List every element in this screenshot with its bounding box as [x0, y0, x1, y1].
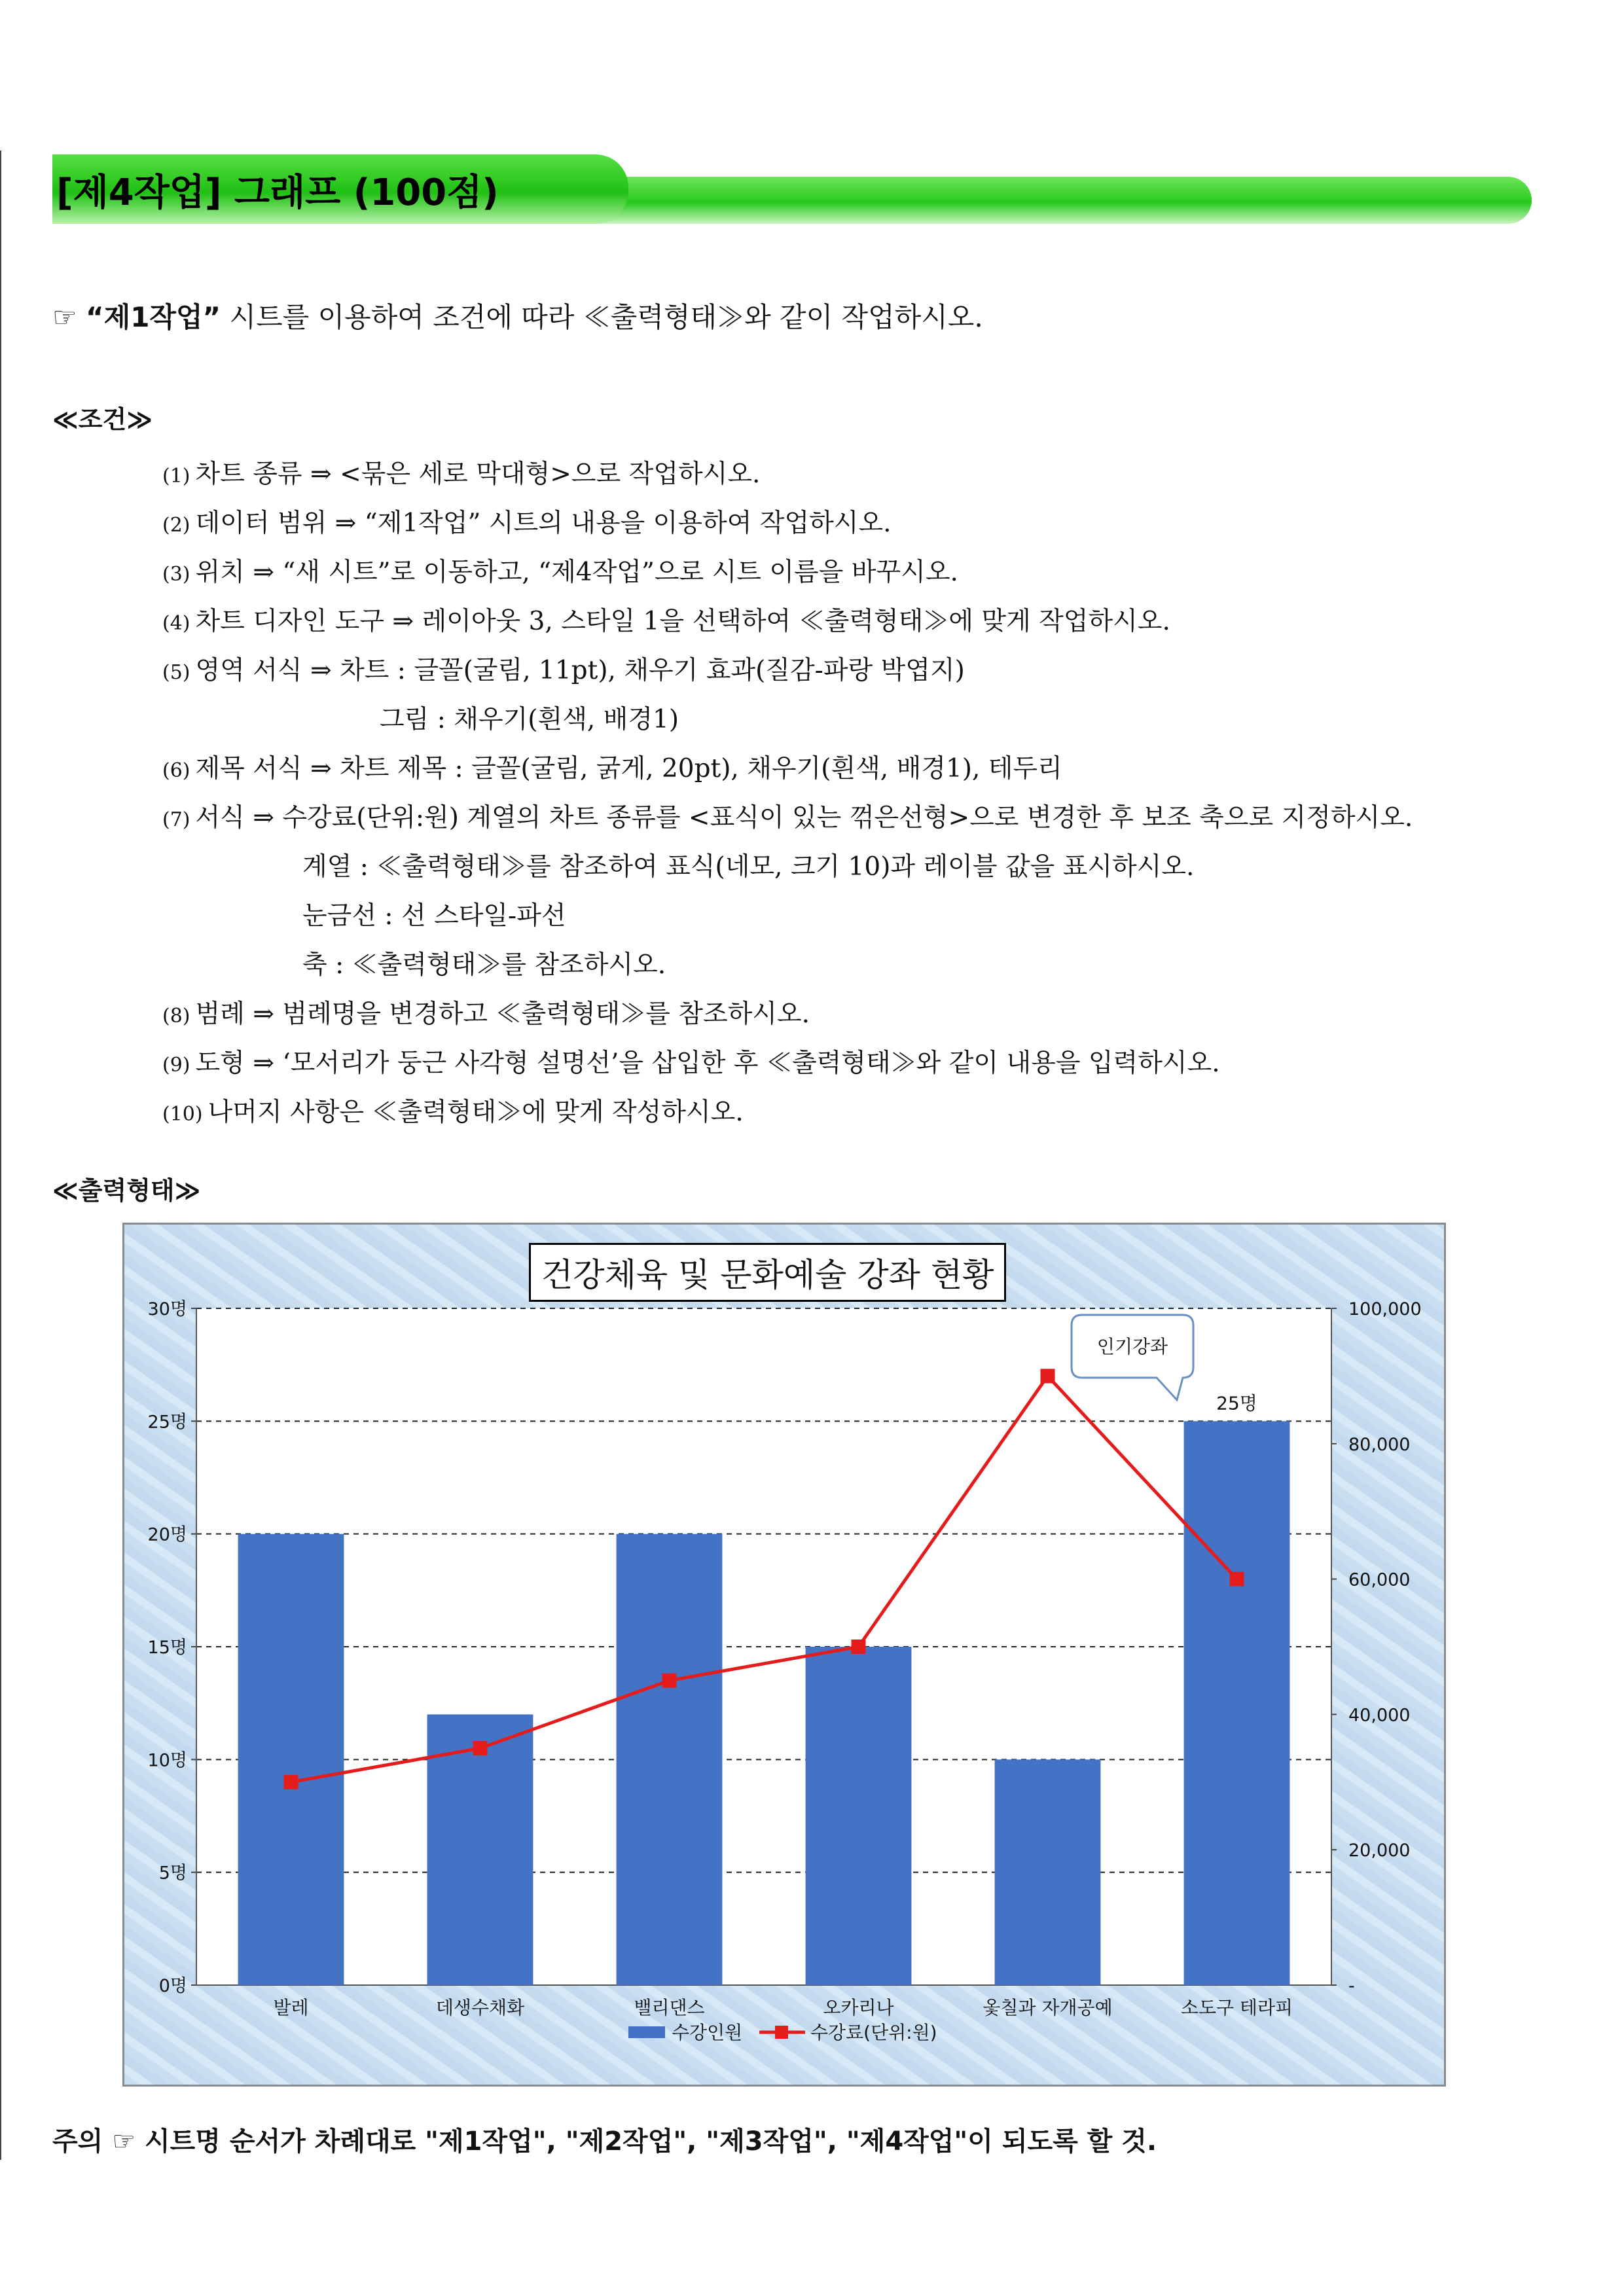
section-header — [52, 149, 1532, 229]
section-title: [제4작업] 그래프 (100점) — [56, 171, 499, 214]
condition-text: 차트 디자인 도구 ⇒ 레이아웃 3, 스타일 1을 선택하여 ≪출력형태≫에 맞게 작업하시오. — [195, 607, 1170, 636]
condition-number: (4) — [162, 612, 190, 635]
caution-text: 시트명 순서가 차례대로 "제1작업", "제2작업", "제3작업", "제4작업"이 되도록 할 것. — [145, 2126, 1157, 2157]
condition-item — [162, 748, 1062, 785]
condition-number: (10) — [162, 1103, 203, 1126]
y-tick-label: 10명 — [147, 1750, 187, 1771]
page-margin-line — [0, 151, 1, 2160]
callout-text: 인기강좌 — [1096, 1336, 1168, 1357]
condition-item — [302, 846, 1194, 883]
condition-text: 영역 서식 ⇒ 차트 : 글꼴(굴림, 11pt), 채우기 효과(질감-파랑 박엽지) — [195, 656, 965, 685]
bar — [238, 1534, 344, 1985]
bar — [617, 1534, 723, 1985]
y2-tick-label: - — [1348, 1976, 1355, 1996]
condition-number: (1) — [162, 465, 190, 488]
line-marker — [1041, 1369, 1055, 1383]
bar — [806, 1647, 912, 1985]
condition-item — [162, 994, 810, 1030]
caution-label: 주의 ☞ — [52, 2126, 145, 2157]
legend-label: 수강료(단위:원) — [810, 2022, 937, 2043]
x-tick-label: 데생수채화 — [435, 1997, 525, 2018]
condition-number: (7) — [162, 808, 190, 831]
line-marker — [662, 1674, 677, 1688]
pointer-icon: ☞ — [52, 301, 86, 333]
conditions-heading: ≪조건≫ — [52, 405, 153, 434]
condition-item — [302, 944, 666, 981]
condition-text: 제목 서식 ⇒ 차트 제목 : 글꼴(굴림, 굵게, 20pt), 채우기(흰색, 배경1), 테두리 — [195, 754, 1062, 783]
y2-tick-label: 100,000 — [1348, 1299, 1422, 1319]
chart-title: 건강체육 및 문화예술 강좌 현황 — [529, 1243, 1006, 1302]
condition-text: 그림 : 채우기(흰색, 배경1) — [380, 705, 679, 734]
condition-text: 눈금선 : 선 스타일-파선 — [302, 901, 566, 931]
line-marker — [473, 1741, 488, 1755]
y2-tick-label: 80,000 — [1348, 1434, 1411, 1455]
chart-canvas — [124, 1225, 1444, 2085]
sheet-name: “제1작업” — [86, 301, 221, 333]
y2-tick-label: 60,000 — [1348, 1570, 1411, 1590]
y-tick-label: 5명 — [158, 1863, 187, 1884]
condition-item — [162, 552, 958, 588]
x-tick-label: 소도구 테라피 — [1180, 1997, 1293, 2018]
y-tick-label: 25명 — [147, 1412, 187, 1433]
line-marker — [852, 1640, 866, 1654]
condition-number: (2) — [162, 514, 190, 537]
condition-item — [302, 895, 566, 932]
condition-text: 범례 ⇒ 범례명을 변경하고 ≪출력형태≫를 참조하시오. — [195, 999, 810, 1029]
condition-text: 나머지 사항은 ≪출력형태≫에 맞게 작성하시오. — [208, 1098, 744, 1127]
condition-item — [162, 503, 892, 539]
condition-item — [162, 454, 760, 490]
y-tick-label: 30명 — [147, 1299, 187, 1319]
condition-item — [162, 650, 965, 687]
chart-area — [122, 1223, 1446, 2087]
condition-text: 도형 ⇒ ‘모서리가 둥근 사각형 설명선’을 삽입한 후 ≪출력형태≫와 같이 내용을 입력하시오. — [195, 1049, 1220, 1078]
condition-number: (6) — [162, 759, 190, 782]
condition-text: 위치 ⇒ “새 시트”로 이동하고, “제4작업”으로 시트 이름을 바꾸시오. — [195, 558, 958, 587]
x-tick-label: 오카리나 — [823, 1997, 894, 2018]
condition-item — [162, 1043, 1220, 1079]
y2-tick-label: 20,000 — [1348, 1840, 1411, 1861]
x-tick-label: 옻칠과 자개공예 — [983, 1997, 1113, 2018]
condition-item — [162, 601, 1170, 637]
legend-swatch-bars — [628, 2026, 665, 2038]
bar — [1184, 1421, 1290, 1985]
condition-number: (3) — [162, 563, 190, 586]
y-tick-label: 20명 — [147, 1524, 187, 1545]
y-tick-label: 0명 — [158, 1976, 187, 1996]
condition-text: 데이터 범위 ⇒ “제1작업” 시트의 내용을 이용하여 작업하시오. — [195, 509, 892, 538]
legend-swatch-marker — [775, 2026, 788, 2039]
condition-item — [162, 1092, 744, 1128]
bar — [995, 1759, 1101, 1985]
condition-text: 차트 종류 ⇒ <묶은 세로 막대형>으로 작업하시오. — [195, 459, 761, 489]
data-label: 25명 — [1216, 1392, 1257, 1414]
x-tick-label: 발레 — [273, 1997, 309, 2018]
line-marker — [284, 1775, 298, 1789]
condition-text: 서식 ⇒ 수강료(단위:원) 계열의 차트 종류를 <표식이 있는 꺾은선형>으로 변경한 후 보조 축으로 지정하시오. — [195, 803, 1413, 833]
instruction-text: 시트를 이용하여 조건에 따라 ≪출력형태≫와 같이 작업하시오. — [221, 301, 983, 333]
condition-number: (5) — [162, 661, 190, 684]
caution-note — [52, 2121, 1157, 2158]
instruction-line — [52, 296, 983, 335]
condition-text: 축 : ≪출력형태≫를 참조하시오. — [302, 950, 666, 980]
line-marker — [1230, 1572, 1244, 1587]
y2-tick-label: 40,000 — [1348, 1705, 1411, 1726]
condition-item — [162, 797, 1413, 834]
condition-number: (8) — [162, 1005, 190, 1028]
condition-item — [380, 699, 679, 736]
output-heading: ≪출력형태≫ — [52, 1176, 201, 1205]
condition-number: (9) — [162, 1054, 190, 1077]
condition-text: 계열 : ≪출력형태≫를 참조하여 표식(네모, 크기 10)과 레이블 값을 표시하시오. — [302, 852, 1195, 882]
x-tick-label: 밸리댄스 — [634, 1997, 705, 2018]
y-tick-label: 15명 — [147, 1638, 187, 1658]
legend-label: 수강인원 — [672, 2022, 743, 2043]
